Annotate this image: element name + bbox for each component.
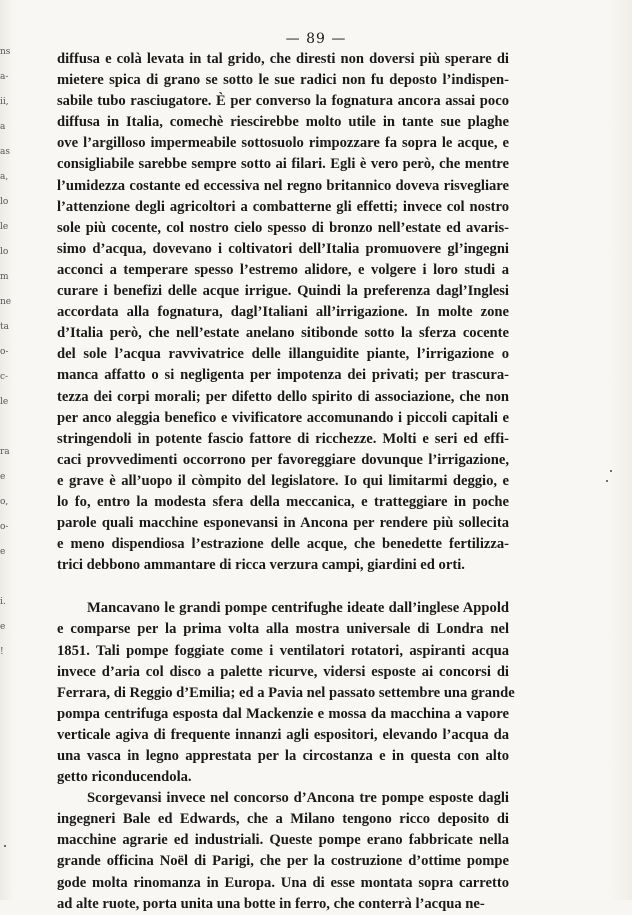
bleed-fragment: a <box>0 122 6 132</box>
text-line: parole quali macchine esponevansi in Ancona per rendere più sollecita <box>57 515 509 532</box>
text-line: per anco aleggia benefico e vivificatore accomunando i piccoli capitali e <box>57 409 509 426</box>
bleed-fragment: c- <box>0 372 9 382</box>
paragraph-3 <box>57 788 509 915</box>
bleed-fragment: ta <box>0 322 9 332</box>
paragraph-2 <box>57 598 515 788</box>
text-line: invece d’aria col disco a palette ricurve, vidersi esposte ai concorsi di <box>57 663 509 680</box>
scan-speck <box>4 845 6 847</box>
bleed-fragment: e <box>0 622 6 632</box>
bleed-fragment: e <box>0 547 6 557</box>
text-line: accordata alla fognatura, dagl’Italiani all’irrigazione. In molte zone <box>57 304 509 321</box>
text-line: d’Italia però, che nell’estate anelano sitibonde sotto la sferza cocente <box>57 325 509 342</box>
text-line: Scorgevansi invece nel concorso d’Ancona tre pompe esposte dagli <box>87 790 509 807</box>
scan-speck <box>606 480 608 482</box>
text-line: trici debbono ammantare di ricca verzura campi, giardini ed orti. <box>57 557 465 574</box>
text-line: grande officina Noël di Parigi, che per la costruzione d’ottime pompe <box>57 853 509 870</box>
text-line: caci provvedimenti occorrono per favoreggiare dovunque l’irrigazione, <box>57 451 509 468</box>
text-line: sabile tubo rasciugatore. È per converso la fognatura ancora assai poco <box>57 93 509 110</box>
text-line: l’attenzione degli agricoltori a combatterne gli effetti; invece col nostro <box>57 198 509 215</box>
text-line: ingegneri Bale ed Edwards, che a Milano tengono ricco deposito di <box>57 811 509 828</box>
bleed-fragment: ne <box>0 297 12 307</box>
bleed-fragment: ra <box>0 447 10 457</box>
text-line: una vasca in legno apprestata per la circostanza e in questa con alto <box>57 748 509 764</box>
bleed-fragment: lo <box>0 247 9 257</box>
bleed-fragment: i. <box>0 597 6 607</box>
body-text <box>57 49 515 915</box>
bleed-fragment: o- <box>0 347 9 357</box>
text-line: 1851. Tali pompe foggiate come i ventilatori rotatori, aspiranti acqua <box>57 642 509 659</box>
text-line: macchine agrarie ed industriali. Queste pompe erano fabbricate nella <box>57 832 509 849</box>
bleed-fragment: o, <box>0 497 9 507</box>
bleed-fragment: o- <box>0 522 9 532</box>
text-line: verticale agiva di frequente innanzi agli espositori, elevando l’acqua da <box>57 726 509 743</box>
text-line: stringendoli in potente fascio fattore di ricchezze. Molti e seri ed effi- <box>57 430 509 447</box>
bleed-fragment: as <box>0 147 10 157</box>
bleed-fragment: m <box>0 272 9 282</box>
text-line: manca affatto o si negligenta per impotenza dei privati; per trascura- <box>57 367 509 384</box>
text-line: e meno dispendiosa l’estrazione delle acque, che benedette fertilizza- <box>57 536 509 553</box>
bleed-fragment: ns <box>0 47 11 57</box>
paragraph-gap <box>57 576 509 598</box>
text-line: e comparse per la prima volta alla mostra universale di Londra nel <box>57 621 509 638</box>
adjacent-page-bleed <box>0 40 14 657</box>
bleed-fragment: le <box>0 222 9 232</box>
text-line: lo fo, entro la modesta sfera della meccanica, e tratteggiare in poche <box>57 493 509 510</box>
text-line: acconci a temperare spesso l’estremo alidore, e volgere i loro studi a <box>57 261 509 278</box>
text-line: e grave è all’uopo il còmpito del legislatore. Io qui limitarmi deggio, e <box>57 472 509 489</box>
text-line: gode molta rinomanza in Europa. Una di esse montata sopra carretto <box>57 874 509 891</box>
text-line: simo d’acqua, dovevano i coltivatori dell’Italia promuovere gl’ingegni <box>57 240 509 257</box>
bleed-fragment: e <box>0 472 6 482</box>
text-line: tezza dei corpi morali; per difetto dello spirito di associazione, che non <box>57 388 509 405</box>
text-line: del sole l’acqua ravvivatrice delle illanguidite piante, l’irrigazione o <box>57 346 509 363</box>
text-line: getto riconducendola. <box>57 769 192 786</box>
bleed-fragment <box>0 565 14 590</box>
text-line: ove l’argilloso impermeabile sottosuolo rimpozzare fa sopra le acque, e <box>57 135 509 152</box>
text-line: l’umidezza costante ed eccessiva nel regno britannico doveva risvegliare <box>57 177 509 194</box>
text-line: mietere spica di grano se sotto le sue radici non fu deposto l’indispen- <box>57 72 509 89</box>
text-line: pompa centrifuga esposta dal Mackenzie e mossa da macchina a vapore <box>57 705 509 722</box>
bleed-fragment <box>0 415 14 440</box>
text-line: diffusa in Italia, comechè riescirebbe molto utile in tante sue plaghe <box>57 114 509 131</box>
bleed-fragment: le <box>0 397 9 407</box>
text-line: curare i benefizi delle acque irrigue. Quindi la preferenza dagl’Inglesi <box>57 283 509 300</box>
bleed-fragment: a, <box>0 172 9 182</box>
text-line: Mancavano le grandi pompe centrifughe ideate dall’inglese Appold <box>87 600 509 617</box>
text-line: diffusa e colà levata in tal grido, che diresti non doversi più sperare di <box>57 51 509 67</box>
page-number: — 89 — <box>285 31 347 47</box>
scan-speck <box>610 470 612 472</box>
text-line: sole più cocente, col nostro cielo spesso di bronzo nell’estate ed avaris- <box>57 219 509 236</box>
text-line: Ferrara, di Reggio d’Emilia; ed a Pavia nel passato settembre una grande <box>57 684 515 701</box>
paragraph-1 <box>57 49 509 576</box>
text-line: ad alte ruote, porta unita una botte in ferro, che conterrà l’acqua ne- <box>57 895 485 912</box>
bleed-fragment: lo <box>0 197 9 207</box>
bleed-fragment: ! <box>0 647 4 657</box>
bleed-fragment: ii, <box>0 97 9 107</box>
text-line: consigliabile sarebbe sempre sotto ai filari. Egli è vero però, che mentre <box>57 156 509 173</box>
bleed-fragment: a- <box>0 72 9 82</box>
